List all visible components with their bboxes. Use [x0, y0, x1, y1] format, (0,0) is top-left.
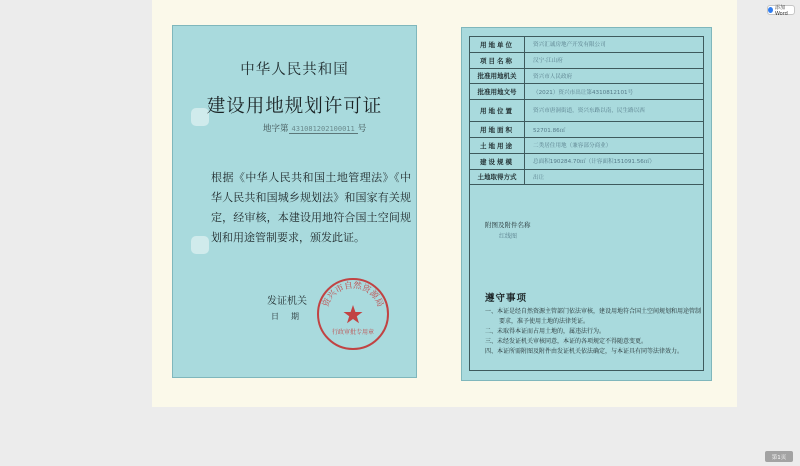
detail-row: [470, 37, 703, 52]
rule-item: 一、本证是经自然资源主管部门依法审核，建设用地符合国土空间规划和用途管制要求，准予使用土地的法律凭证。: [485, 308, 702, 325]
detail-key: 用地位置: [470, 100, 525, 122]
country-name: 中华人民共和国: [240, 62, 349, 78]
detail-value: 汉宁·江山府: [525, 52, 704, 68]
detail-value: 资兴市唐洞街道，资兴东路以南，民生路以西: [525, 100, 704, 122]
detail-row: [470, 137, 703, 153]
detail-row: [470, 68, 703, 84]
official-seal: [313, 274, 393, 354]
seal-graphic: [313, 274, 393, 354]
detail-value: 总面积190284.70㎡（计容面积151091.56㎡）: [525, 153, 704, 169]
add-word-button[interactable]: 添加Word: [767, 5, 795, 15]
detail-key: 批准用地机关: [470, 68, 525, 84]
attachments-label: 附图及附件名称: [485, 221, 531, 229]
detail-row: [470, 153, 703, 169]
watermark-icon: [191, 236, 209, 254]
certificate-number: 地字第 431081202100011 号: [263, 124, 367, 134]
detail-value: （2021）资兴市出让第4310812101号: [525, 84, 704, 100]
rule-item: 三、未经发证机关审核同意，本证的各项规定不得随意变更。: [485, 338, 648, 345]
details-table: [470, 37, 703, 185]
detail-value: 52701.86㎡: [525, 122, 704, 138]
detail-row: [470, 169, 703, 185]
rule-item: 四、本证所需附图及附件由发证机关依法确定，与本证具有同等法律效力。: [485, 348, 684, 355]
svg-text:行政审批专用章: 行政审批专用章: [331, 329, 375, 336]
certificate-title: 建设用地规划许可证: [206, 96, 383, 117]
attachments-value: 红线图: [499, 233, 518, 240]
svg-text:资兴市自然资源局: 资兴市自然资源局: [321, 280, 385, 309]
detail-row: [470, 100, 703, 122]
detail-key: 建设规模: [470, 153, 525, 169]
detail-value: 出让: [525, 169, 704, 185]
detail-key: 用地面积: [470, 122, 525, 138]
detail-value: 资兴汇诚房地产开发有限公司: [525, 37, 704, 52]
certificate-body: 根据《中华人民共和国土地管理法》《中华人民共和国城乡规划法》和国家有关规定，经审核，本建设用地符合国土空间规划和用途管制要求，颁发此证。: [211, 171, 411, 244]
detail-row: [470, 84, 703, 100]
rules-title: 遵守事项: [485, 293, 528, 304]
certificate-details: [461, 27, 712, 381]
detail-key: 用地单位: [470, 37, 525, 52]
certificate-front: [172, 25, 417, 378]
detail-value: 资兴市人民政府: [525, 68, 704, 84]
rules-list: [485, 307, 705, 357]
detail-key: 土地用途: [470, 137, 525, 153]
detail-row: [470, 52, 703, 68]
date-label: 日期: [271, 312, 311, 321]
detail-key: 项目名称: [470, 52, 525, 68]
detail-key: 批准用地文号: [470, 84, 525, 100]
rule-item: 二、未取得本证而占用土地的，属违法行为。: [485, 328, 606, 335]
detail-value: 二类居住用地（兼容部分商业）: [525, 137, 704, 153]
detail-row: [470, 122, 703, 138]
detail-key: 土地取得方式: [470, 169, 525, 185]
page-indicator-button[interactable]: 第1页: [765, 451, 793, 462]
issuer-label: 发证机关: [267, 296, 307, 307]
app-icon: [768, 7, 773, 13]
details-frame: [469, 36, 704, 371]
